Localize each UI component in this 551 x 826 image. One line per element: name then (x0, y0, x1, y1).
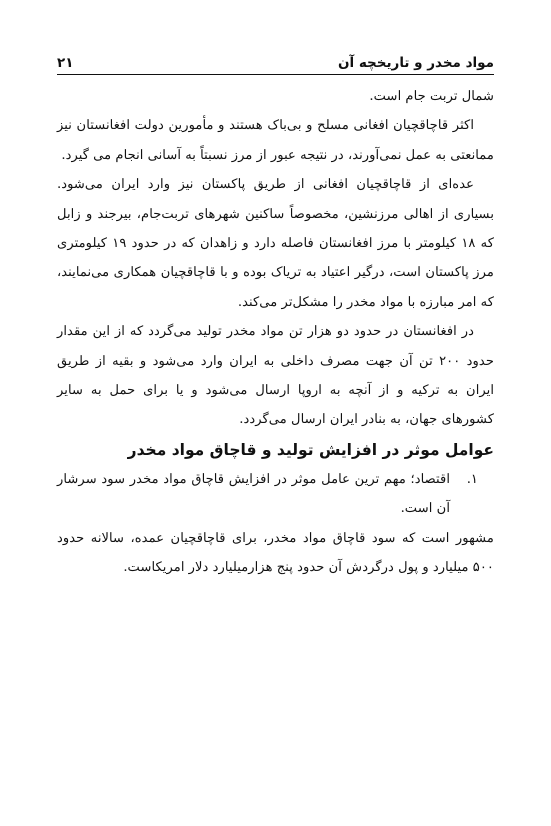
paragraph-1: شمال تربت جام است. (369, 89, 494, 104)
page-number: ۲۱ (57, 55, 74, 71)
page-body (57, 82, 494, 583)
paragraph-3: عده‌ای از قاچاقچیان افغانی از طریق پاکستان نیز وارد ایران می‌شود. بسیاری از اهالی مرزنشین، مخصوصاً ساکنین شهرهای تربت‌جام، بیرجند و زابل که ۱۸ کیلومتر با مرز افغانستان فاصله دارد و زاهدان که در حدود ۱۹ کیلومتری مرز پاکستان است، درگیر اعتیاد به تریاک بوده و با قاچاقچیان همکاری می‌نمایند، که امر مبارزه با مواد مخدر را مشکل‌تر می‌کند. (57, 177, 494, 310)
closing-paragraph: مشهور است که سود قاچاق مواد مخدر، برای قاچاقچیان عمده، سالانه حدود ۵۰۰ میلیارد و پول درگردش آن حدود پنج هزارمیلیارد دلار امریکاست. (57, 530, 494, 576)
list-item (57, 465, 494, 524)
paragraph-4: در افغانستان در حدود دو هزار تن مواد مخدر تولید می‌گردد که از این مقدار حدود ۲۰۰ تن آن جهت مصرف داخلی به ایران وارد می‌شود و بقیه از طریق ایران به ترکیه و از آنچه به اروپا ارسال می‌شود و یا برای حمل به سایر کشورهای جهان، به بنادر ایران ارسال می‌گردد. (57, 324, 494, 428)
list-item-number: ۱. (466, 471, 478, 487)
paragraph-2: اکثر قاچاقچیان افغانی مسلح و بی‌باک هستند و مأمورین دولت افغانستان نیز ممانعتی به عمل نمی‌آورند، در نتیجه عبور از مرز نسبتاً به آسانی انجام می گیرد. (57, 118, 494, 163)
running-title: مواد مخدر و تاریخچه آن (337, 55, 494, 71)
section-heading: عوامل موثر در افزایش تولید و قاچاق مواد مخدر (127, 440, 494, 459)
running-header (57, 50, 494, 75)
list-item-text: اقتصاد؛ مهم ترین عامل موثر در افزایش قاچاق مواد مخدر سود سرشار آن است. (57, 471, 450, 517)
